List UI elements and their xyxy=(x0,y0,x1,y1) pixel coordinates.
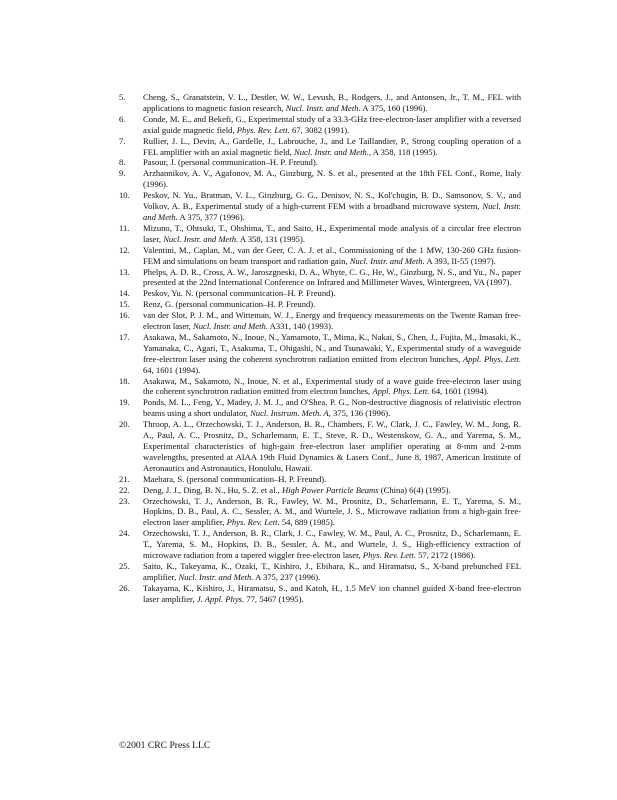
reference-item xyxy=(119,583,521,605)
reference-segment: Asakawa, M., Sakamoto, N., Inoue, N., Yamamoto, T., Mima, K., Nakai, S., Chen, J., Fujita, M., Imasaki, K., Yamanaka, C., Agari, T., Asakuma, T., Ohigashi, N., and Tsunawaki, Y., Experimental study of a waveguide free-electron laser using the coherent synchrotron radiation emitted from electron bunches, xyxy=(143,331,521,364)
reference-number: 15. xyxy=(119,299,130,310)
reference-segment: Deng, J. J., Ding, B. N., Hu, S. Z. et al., xyxy=(143,484,282,495)
reference-segment: 375, 136 (1996). xyxy=(330,408,391,419)
reference-segment: Throop, A. L., Orzechowski, T. J., Anderson, B. R., Chambers, F. W., Clark, J. C., Fawley, W. M., Jong, R. A., Paul, A. C., Prosnitz, D., Scharlemann, E. T., Steve, R. D., Westenskow, G. A., and Yarema, S. M., Experimental characteristics of high-gain free-electron laser amplifier operating at 8-mm and 2-mm wavelengths, presented at AIAA 19th Fluid Dynamics & Lasers Conf., June 8, 1987, American Institute of Aeronautics and Astronautics, Honolulu, Hawaii. xyxy=(143,419,521,473)
journal-name: Nucl. Instr. and Meth. xyxy=(163,233,239,244)
journal-name: Phys. Rev. Lett. xyxy=(362,550,416,561)
journal-name: Phys. Rev. Lett. xyxy=(236,124,290,135)
reference-segment: A331, 140 (1993). xyxy=(267,321,334,332)
journal-name: Phys. Rev. Lett. xyxy=(226,517,280,528)
reference-number: 13. xyxy=(119,266,130,277)
reference-item xyxy=(119,310,521,332)
reference-segment: (China) 6(4) (1995). xyxy=(378,484,451,495)
reference-item xyxy=(119,376,521,398)
reference-item xyxy=(119,92,521,114)
reference-segment: Rullier, J. L., Devin, A., Gardelle, J., Labrouche, J., and Le Taillandier, P., Strong coupling operation of a FEL amplifier with an axial magnetic field, xyxy=(143,135,521,157)
reference-segment: Phelps, A. D. R., Cross, A. W., Jaroszgneski, D. A., Whyte, C. G., He, W., Ginzburg, N. S., and Yu., N., paper presented at the 22nd International Conference on Infrared and Millimeter Waves, Wintergreen, VA (1997). xyxy=(143,266,521,288)
reference-number: 24. xyxy=(119,528,130,539)
journal-name: Nucl. Instr. and Meth. xyxy=(143,201,521,222)
journal-name: Nucl. Instr. and Meth. xyxy=(178,571,254,582)
reference-number: 5. xyxy=(119,92,126,102)
reference-segment: Saito, K., Takeyama, K., Ozaki, T., Kishiro, J., Ebihara, K., and Hiramatsu, S., X-band prebunched FEL amplifier, xyxy=(143,560,521,582)
reference-number: 16. xyxy=(119,310,130,321)
journal-name: Nucl. Instr. and Meth. xyxy=(193,321,268,332)
journal-name: Nucl. Instr. and Meth. xyxy=(285,102,361,113)
reference-number: 19. xyxy=(119,397,130,408)
reference-segment: Peskov, N. Yu., Bratman, V. L., Ginzburg, G. G., Denisov, N. S., Kol'chugin, B. D., Samsonov, S. V., and Volkov, A. B., Experimental study of a high-current FEM with a broadband microwave system, xyxy=(143,190,521,212)
reference-text xyxy=(143,114,521,136)
reference-number: 8. xyxy=(119,157,126,168)
reference-text xyxy=(143,245,521,267)
reference-text xyxy=(143,496,521,529)
reference-segment: Valentini, M., Caplan, M., van der Geer, C. A. J. et al., Commissioning of the 1 MW, 130-260 GHz fusion-FEM and simulations on beam transport and radiation gain, xyxy=(143,244,521,266)
journal-name: Nucl. Instr. and Meth. xyxy=(293,146,369,157)
reference-segment: Conde, M. E., and Bekefi, G., Experimental study of a 33.3-GHz free-electron-laser amplifier with a reversed axial guide magnetic field, xyxy=(143,113,521,135)
reference-segment: Ponds, M. L., Feng, Y., Madey, J. M. J., and O'Shea, P. G., Non-destructive diagnosis of relativistic electron beams using a short undulator, xyxy=(143,397,521,419)
reference-item xyxy=(119,528,521,561)
reference-segment: Arzhannikov, A. V., Agafonov, M. A., Ginzburg, N. S. et al., presented at the 18th FEL Conf., Rome, Italy (1996). xyxy=(143,168,521,190)
reference-segment: 54, 889 (1985). xyxy=(279,517,335,528)
reference-segment: Mizuno, T., Ohtsuki, T., Ohshima, T., and Saito, H., Experimental mode analysis of a circular free electron laser, xyxy=(143,222,521,244)
reference-number: 14. xyxy=(119,288,130,299)
reference-segment: Pasour, J. (personal communication–H. P. Freund). xyxy=(143,157,318,168)
reference-segment: 64, 1601 (1994). xyxy=(143,364,201,375)
reference-text xyxy=(143,310,521,332)
reference-text xyxy=(143,299,521,310)
reference-item xyxy=(119,299,521,310)
reference-number: 22. xyxy=(119,484,130,495)
reference-item xyxy=(119,397,521,419)
reference-number: 21. xyxy=(119,473,130,484)
reference-segment: , A 358, 118 (1995). xyxy=(368,146,438,157)
reference-segment: 77, 5467 (1995). xyxy=(244,593,304,604)
reference-segment: 57, 2172 (1986). xyxy=(415,550,476,561)
reference-segment: Cheng, S., Granatstein, V. L., Destler, W. W., Levush, B., Rodgers, J., and Antonsen, Jr., T. M., FEL with applications to magnetic fusion research, xyxy=(143,92,521,113)
reference-item xyxy=(119,190,521,223)
reference-number: 17. xyxy=(119,331,130,342)
reference-segment: van der Slot, P. J. M., and Witteman, W. J., Energy and frequency measurements on the Twente Raman free-electron laser, xyxy=(143,310,521,332)
reference-segment: A 375, 160 (1996). xyxy=(360,102,428,113)
journal-name: Nucl. Instrum. Meth. A, xyxy=(250,408,331,419)
copyright-footer: ©2001 CRC Press LLC xyxy=(119,740,211,751)
journal-name: Nucl. Instr. and Meth. xyxy=(349,255,425,266)
reference-number: 6. xyxy=(119,113,126,124)
reference-text xyxy=(143,528,521,561)
reference-segment: Maebara, S. (personal communication–H. P. Freund). xyxy=(143,473,327,484)
reference-text xyxy=(143,561,521,583)
reference-item xyxy=(119,485,521,496)
reference-number: 12. xyxy=(119,244,130,255)
reference-segment: Takayama, K., Kishiro, J., Hiramatsu, S., and Katoh, H., 1.5 MeV ion channel guided X-band free-electron laser amplifier, xyxy=(143,582,521,604)
reference-segment: Asakawa, M., Sakamoto, N., Inoue, N. et al., Experimental study of a wave guide free-electron laser using the coherent synchrotron radiation emitted from electron bunches, xyxy=(143,375,521,397)
reference-segment: 64, 1601 (1994). xyxy=(429,386,489,397)
reference-number: 23. xyxy=(119,495,130,506)
reference-text xyxy=(143,332,521,376)
journal-name: Appl. Phys. Lett. xyxy=(372,386,430,397)
reference-item xyxy=(119,496,521,529)
reference-segment: Renz, G. (personal communication–H. P. Freund). xyxy=(143,299,316,310)
reference-text xyxy=(143,190,521,223)
reference-text xyxy=(143,288,521,299)
reference-item xyxy=(119,136,521,158)
reference-text xyxy=(143,168,521,190)
reference-text xyxy=(143,485,521,496)
reference-text xyxy=(143,419,521,474)
reference-text xyxy=(143,397,521,419)
reference-segment: A 375, 377 (1996). xyxy=(177,211,245,222)
reference-number: 20. xyxy=(119,419,130,430)
reference-text xyxy=(143,92,521,114)
reference-segment: Orzechowski, T. J., Anderson, B. R., Fawley, W. M., Prosnitz, D., Scharlemann, E. T., Yarema, S. M., Hopkins, D. B., Paul, A. C., Sessler, A. M., and Wurtele, J. S., Microwave radiation from a high-gain free-electron laser amplifier, xyxy=(143,495,521,528)
reference-item xyxy=(119,419,521,474)
reference-segment: 67, 3082 (1991). xyxy=(289,124,350,135)
reference-segment: Peskov, Yu. N. (personal communication–H. P. Freund). xyxy=(143,288,336,299)
reference-text xyxy=(143,474,521,485)
reference-text xyxy=(143,157,521,168)
reference-text xyxy=(143,583,521,605)
reference-number: 18. xyxy=(119,375,130,386)
reference-text xyxy=(143,267,521,289)
reference-number: 10. xyxy=(119,190,130,201)
reference-segment: A 393, II-55 (1997). xyxy=(424,255,496,266)
reference-number: 25. xyxy=(119,560,130,571)
reference-text xyxy=(143,223,521,245)
reference-number: 9. xyxy=(119,168,126,179)
reference-item xyxy=(119,267,521,289)
journal-name: High Power Particle Beams xyxy=(281,484,379,495)
reference-item xyxy=(119,223,521,245)
reference-number: 11. xyxy=(119,222,130,233)
reference-item xyxy=(119,157,521,168)
reference-item xyxy=(119,474,521,485)
reference-item xyxy=(119,288,521,299)
reference-item xyxy=(119,561,521,583)
reference-segment: Orzechowski, T. J., Anderson, B. R., Clark, J. C., Fawley, W. M., Paul, A. C., Prosnitz, D., Scharlemann, E. T., Yarema, S. M., Hopkins, D. B., Sessler, A. M., and Wurtele, J. S., High-efficiency extraction of microwave radiation from a tapered wiggler free-electron laser, xyxy=(143,528,521,561)
reference-item xyxy=(119,332,521,376)
reference-segment: A 375, 237 (1996). xyxy=(253,571,321,582)
journal-name: Appl. Phys. Lett. xyxy=(462,353,521,364)
reference-item xyxy=(119,245,521,267)
reference-segment: A 358, 131 (1995). xyxy=(238,233,305,244)
journal-name: J. Appl. Phys. xyxy=(196,593,245,604)
reference-item xyxy=(119,114,521,136)
reference-text xyxy=(143,376,521,398)
reference-text xyxy=(143,136,521,158)
reference-item xyxy=(119,168,521,190)
reference-list xyxy=(119,92,521,605)
reference-number: 26. xyxy=(119,582,130,593)
reference-number: 7. xyxy=(119,135,126,146)
